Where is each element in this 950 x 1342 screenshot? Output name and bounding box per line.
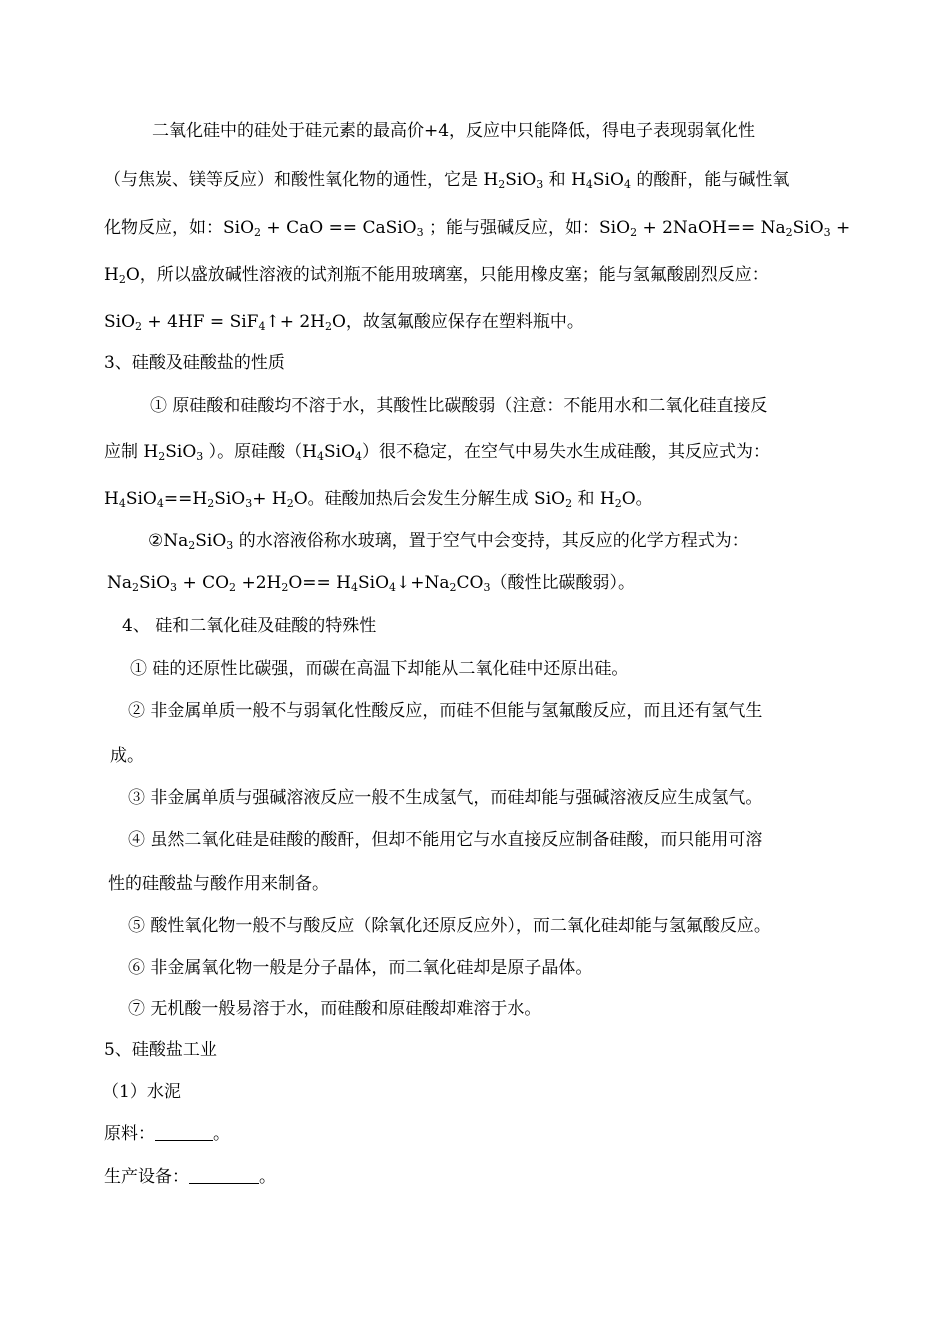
text-run: SiO [324,442,356,462]
text-run: ⑤ 酸性氧化物一般不与酸反应（除氧化还原反应外），而二氧化硅却能与氢氟酸反应。 [128,916,771,936]
text-run: O。硅酸加热后会发生分解生成 SiO [293,489,566,509]
section-heading [104,352,285,374]
list-item-continuation [108,873,329,895]
subscript: 4 [389,581,397,594]
text-run: 生产设备： [104,1167,189,1187]
subscript: 4 [118,497,126,510]
answer-blank [189,1167,259,1184]
list-item [130,658,628,680]
subscript: 2 [254,226,262,239]
section-heading [104,1039,217,1061]
subscript: 4 [623,178,631,191]
text-run: ）。原硅酸（H [203,442,317,462]
list-item [128,915,771,937]
paragraph-line [104,311,584,333]
text-run: 应制 H [104,442,159,462]
text-run: + 4HF = SiF [142,312,259,332]
subscript: 2 [132,581,140,594]
subscript: 2 [565,497,573,510]
text-run: CO [456,573,484,593]
text-run: 二氧化硅中的硅处于硅元素的最高价+4，反应中只能降低，得电子表现弱氧化性 [152,121,756,141]
text-run: SiO [104,312,136,332]
subscript: 2 [286,497,294,510]
list-item [128,700,762,722]
subscript: 4 [351,581,358,594]
text-run: SiO [592,170,624,190]
text-run: SiO [195,531,227,551]
text-run: H [104,489,119,509]
text-run: 成。 [110,746,144,766]
text-run: + [830,218,851,238]
text-run: + H [252,489,287,509]
text-run: 。 [213,1124,230,1144]
text-run: + CaO == CaSiO [261,218,417,238]
subscript: 3 [416,226,424,239]
list-item [128,998,541,1020]
paragraph-line [152,120,755,142]
text-run: ==H [163,489,208,509]
subscript: 2 [118,273,126,286]
text-run: SiO [505,170,537,190]
paragraph-line [104,264,769,286]
text-run: ① 硅的还原性比碳强，而碳在高温下却能从二氧化硅中还原出硅。 [130,659,629,679]
text-run: 5、硅酸盐工业 [104,1040,217,1060]
sub-heading [102,1081,181,1103]
text-run: O。 [621,489,653,509]
subscript: 3 [245,497,253,510]
text-run: 原料： [104,1124,155,1144]
text-run: ②Na [148,531,189,551]
subscript: 2 [188,539,196,552]
text-run: ③ 非金属单质与强碱溶液反应一般不生成氢气，而硅却能与强碱溶液反应生成氢气。 [128,788,763,808]
text-run: ）很不稳定，在空气中易失水生成硅酸，其反应式为： [362,442,771,462]
subscript: 4 [585,178,593,191]
subscript: 2 [281,581,289,594]
text-run: （与焦炭、镁等反应）和酸性氧化物的通性，它是 H [104,170,499,190]
text-run: +2H [236,573,282,593]
fill-in-line-equipment [104,1166,276,1188]
text-run: ① 原硅酸和硅酸均不溶于水，其酸性比碳酸弱（注意：不能用水和二氧化硅直接反 [150,396,768,416]
subscript: 3 [823,226,831,239]
text-run: SiO [125,489,157,509]
text-run: + CO [177,573,230,593]
text-run: ↓+Na [396,573,450,593]
list-item [128,829,762,851]
subscript: 4 [355,450,363,463]
list-item-continuation [110,745,144,767]
text-run: SiO [358,573,390,593]
subscript: 3 [483,581,491,594]
subscript: 2 [498,178,506,191]
subscript: 4 [258,320,266,333]
text-run: 的水溶液俗称水玻璃，置于空气中会变持，其反应的化学方程式为： [233,531,749,551]
paragraph-line [104,169,789,191]
subscript: 2 [614,497,622,510]
paragraph-line [104,441,770,463]
subscript: 2 [630,226,638,239]
subscript: 2 [158,450,166,463]
text-run: SiO [792,218,824,238]
text-run: + 2NaOH== Na [637,218,786,238]
text-run: O，故氢氟酸应保存在塑料瓶中。 [332,312,584,332]
subscript: 3 [196,450,204,463]
subscript: 3 [536,178,544,191]
subscript: 4 [156,497,164,510]
text-run: O== H [288,573,351,593]
subscript: 2 [449,581,457,594]
text-run: 。 [259,1167,276,1187]
text-run: ⑥ 非金属氧化物一般是分子晶体，而二氧化硅却是原子晶体。 [128,958,593,978]
text-run: SiO [214,489,246,509]
text-run: ；能与强碱反应，如：SiO [423,218,631,238]
subscript: 2 [207,497,215,510]
subscript: 4 [317,450,324,463]
text-run: O，所以盛放碱性溶液的试剂瓶不能用玻璃塞，只能用橡皮塞；能与氢氟酸剧烈反应： [125,265,769,285]
text-run: 和 H [543,170,586,190]
list-item [128,957,592,979]
text-run: 和 H [572,489,615,509]
text-run: ④ 虽然二氧化硅是硅酸的酸酐，但却不能用它与水直接反应制备硅酸，而只能用可溶 [128,830,763,850]
text-run: ② 非金属单质一般不与弱氧化性酸反应，而硅不但能与氢氟酸反应，而且还有氢气生 [128,701,763,721]
subscript: 2 [785,226,793,239]
text-run: ↑+ 2H [265,312,325,332]
subscript: 3 [226,539,234,552]
section-heading [122,615,376,637]
paragraph-line [148,530,749,552]
fill-in-line-raw-materials [104,1123,230,1145]
text-run: SiO [139,573,171,593]
subscript: 2 [325,320,332,333]
text-run: ⑦ 无机酸一般易溶于水，而硅酸和原硅酸却难溶于水。 [128,999,542,1019]
subscript: 3 [170,581,178,594]
subscript: 2 [135,320,143,333]
subscript: 2 [229,581,237,594]
text-run: 性的硅酸盐与酸作用来制备。 [108,874,329,894]
paragraph-line [104,217,850,239]
text-run: Na [107,573,133,593]
text-run: 的酸酐，能与碱性氧 [630,170,790,190]
text-run: SiO [165,442,197,462]
text-run: 4、 硅和二氧化硅及硅酸的特殊性 [122,616,377,636]
text-run: H [104,265,119,285]
answer-blank [155,1124,213,1141]
text-run: （酸性比碳酸弱）。 [490,573,635,593]
text-run: 化物反应，如：SiO [104,218,255,238]
paragraph-line [150,395,767,417]
paragraph-line [107,572,635,594]
text-run: （1）水泥 [102,1082,181,1102]
text-run: 3、硅酸及硅酸盐的性质 [104,353,285,373]
list-item [128,787,762,809]
paragraph-line [104,488,653,510]
